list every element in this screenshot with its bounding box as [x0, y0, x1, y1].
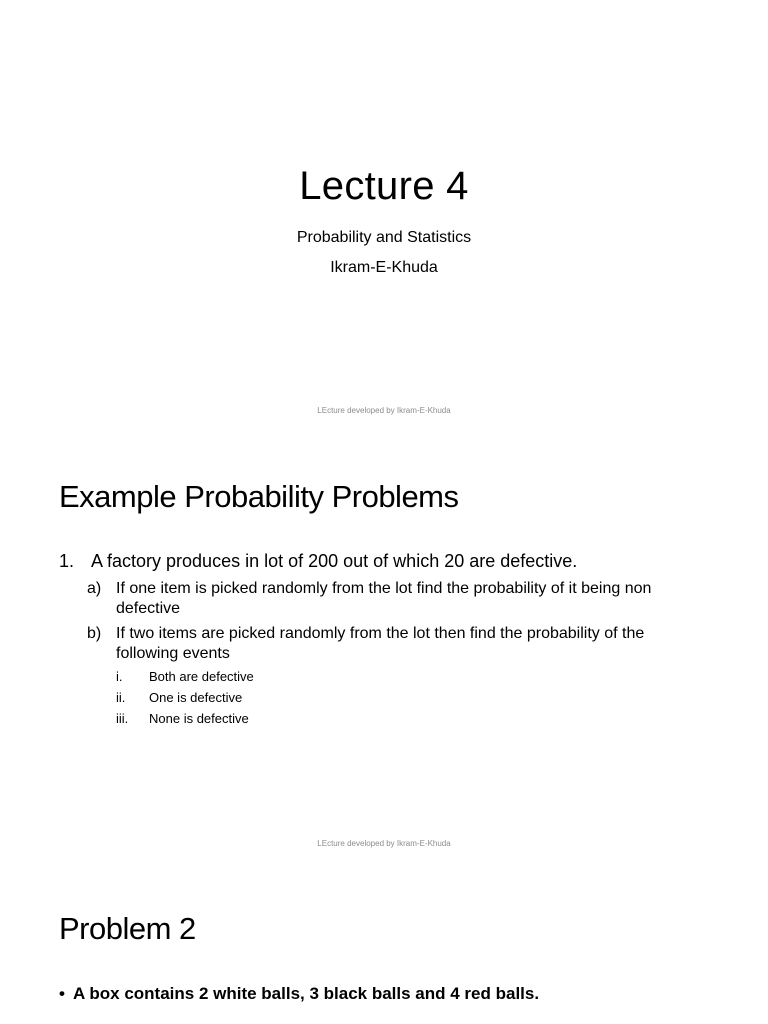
course-subtitle: Probability and Statistics [296, 229, 472, 246]
slide-footer: LEcture developed by Ikram-E-Khuda [317, 406, 451, 415]
problem-item [59, 551, 577, 572]
problem-number: 1. [59, 551, 75, 571]
author-name: Ikram-E-Khuda [330, 259, 438, 276]
bullet-dot-icon: • [59, 984, 65, 1003]
event-marker: iii. [116, 711, 129, 726]
problem-part [87, 579, 707, 619]
slide-heading: Problem 2 [59, 911, 196, 946]
problem-text: A factory produces in lot of 200 out of which 20 are defective. [91, 551, 578, 571]
event-text: Both are defective [149, 669, 254, 684]
part-text: If two items are picked randomly from the lot then find the probability of the following events [116, 625, 645, 662]
slide-title [0, 0, 768, 434]
event-text: One is defective [149, 690, 243, 705]
slide-footer: LEcture developed by Ikram-E-Khuda [317, 839, 451, 848]
event-marker: ii. [116, 690, 126, 705]
bullet-text: A box contains 2 white balls, 3 black balls and 4 red balls. [73, 984, 540, 1003]
event-marker: i. [116, 669, 123, 684]
slide-example-problems [0, 434, 768, 868]
part-marker: a) [87, 580, 102, 597]
bullet-item [59, 984, 539, 1004]
part-marker: b) [87, 625, 102, 642]
part-text: If one item is picked randomly from the lot find the probability of it being non defective [116, 580, 652, 617]
lecture-title: Lecture 4 [299, 164, 469, 208]
slide-problem-2 [0, 868, 768, 1024]
event-item [116, 669, 254, 685]
problem-part [87, 624, 707, 664]
slide-heading: Example Probability Problems [59, 479, 459, 514]
event-item [116, 690, 242, 706]
event-item [116, 711, 249, 727]
event-text: None is defective [149, 711, 249, 726]
